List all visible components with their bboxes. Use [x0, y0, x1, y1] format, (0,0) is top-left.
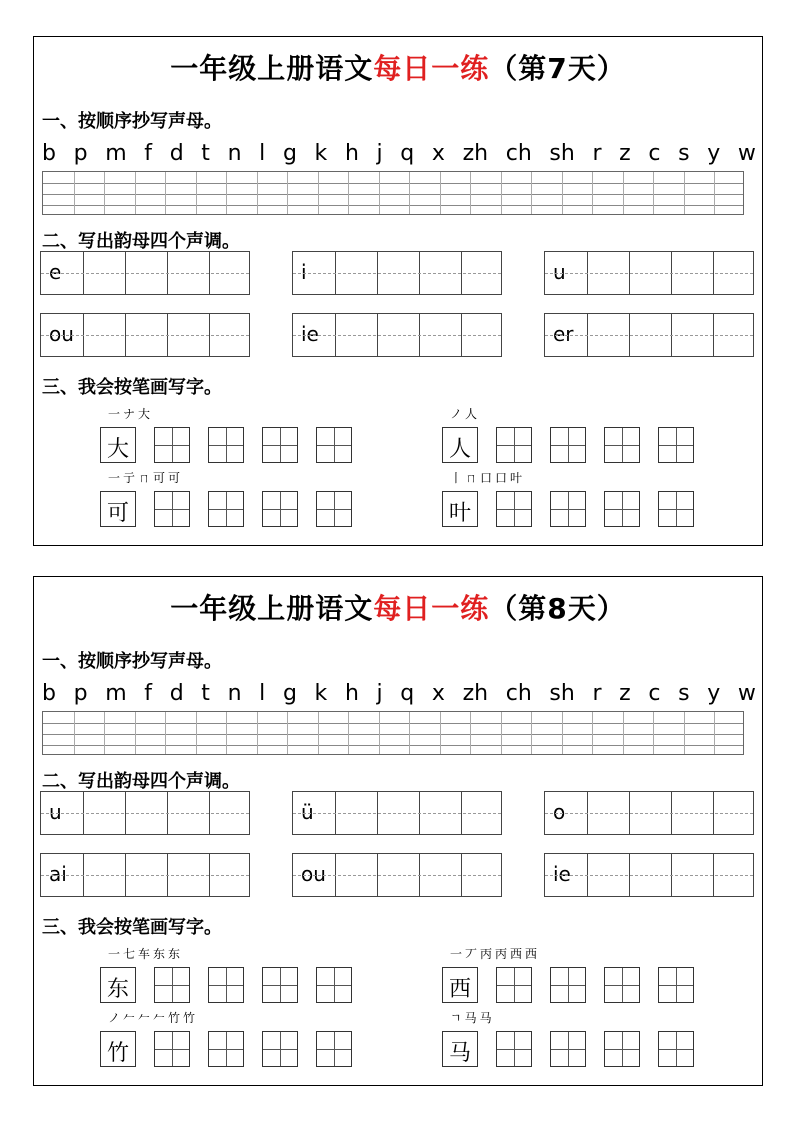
model-character-box — [442, 1031, 478, 1067]
initial-letter: z — [619, 141, 631, 166]
tianzige-practice-box[interactable] — [550, 427, 586, 463]
section-heading-2: 二、写出韵母四个声调。 — [42, 231, 240, 252]
vowel-tone-box[interactable] — [40, 791, 250, 835]
initial-letter: n — [227, 681, 242, 706]
pinyin-practice-grid[interactable] — [42, 171, 744, 215]
grid-column-line — [592, 172, 593, 214]
tianzige-practice-box[interactable] — [658, 967, 694, 1003]
initial-letter: w — [737, 141, 756, 166]
tone-midline — [41, 813, 249, 814]
initial-letter: j — [376, 681, 383, 706]
tianzige-practice-box[interactable] — [604, 1031, 640, 1067]
initial-letter: k — [314, 681, 328, 706]
initial-letter: sh — [549, 681, 575, 706]
initial-letter: g — [282, 681, 297, 706]
stroke-order: 一亍ㄇ可可 — [108, 471, 184, 485]
vowel-tone-box[interactable] — [40, 853, 250, 897]
section-heading-3: 三、我会按笔画写字。 — [42, 917, 222, 938]
vowel-tone-box[interactable] — [544, 853, 754, 897]
initial-letter: f — [144, 681, 153, 706]
model-character: 大 — [106, 437, 129, 462]
initial-letter: l — [259, 141, 266, 166]
worksheet-day8 — [33, 576, 763, 1086]
initial-letter: c — [648, 141, 661, 166]
grid-column-line — [196, 712, 197, 754]
initial-letter: t — [201, 141, 210, 166]
grid-line — [43, 183, 743, 184]
grid-line — [43, 194, 743, 195]
tianzige-practice-box[interactable] — [316, 427, 352, 463]
grid-column-line — [562, 712, 563, 754]
grid-column-line — [196, 172, 197, 214]
section-heading-3: 三、我会按笔画写字。 — [42, 377, 222, 398]
vowel-label: ai — [49, 862, 67, 886]
tianzige-practice-box[interactable] — [496, 1031, 532, 1067]
stroke-order: ノ𠂉𠂉𠂉竹竹 — [108, 1011, 199, 1025]
grid-column-line — [531, 712, 532, 754]
model-character: 叶 — [448, 501, 471, 526]
vowel-label: ie — [301, 322, 319, 346]
vowel-label: ü — [301, 800, 314, 824]
stroke-order: 一丆丙丙西西 — [450, 947, 541, 961]
initial-letter: q — [400, 681, 415, 706]
grid-column-line — [440, 712, 441, 754]
initial-letter: q — [400, 141, 415, 166]
grid-column-line — [74, 712, 75, 754]
grid-column-line — [348, 712, 349, 754]
tone-midline — [545, 335, 753, 336]
grid-column-line — [501, 712, 502, 754]
grid-column-line — [684, 712, 685, 754]
grid-line — [43, 745, 743, 746]
title-day: （第8天） — [489, 592, 626, 625]
vowel-tone-box[interactable] — [40, 313, 250, 357]
section-heading-2: 二、写出韵母四个声调。 — [42, 771, 240, 792]
initial-letter: k — [314, 141, 328, 166]
grid-column-line — [379, 172, 380, 214]
vowel-tone-box[interactable] — [292, 791, 502, 835]
vowel-tone-box[interactable] — [40, 251, 250, 295]
grid-column-line — [135, 172, 136, 214]
model-character: 可 — [106, 501, 129, 526]
tianzige-practice-box[interactable] — [604, 491, 640, 527]
initial-letter: n — [227, 141, 242, 166]
tianzige-practice-box[interactable] — [208, 967, 244, 1003]
pinyin-practice-grid[interactable] — [42, 711, 744, 755]
grid-column-line — [653, 172, 654, 214]
grid-column-line — [592, 712, 593, 754]
tianzige-practice-box[interactable] — [604, 967, 640, 1003]
grid-column-line — [684, 172, 685, 214]
grid-column-line — [501, 172, 502, 214]
title-day: （第7天） — [489, 52, 626, 85]
grid-column-line — [348, 172, 349, 214]
tone-midline — [293, 335, 501, 336]
initial-letter: p — [73, 141, 88, 166]
grid-column-line — [74, 172, 75, 214]
grid-column-line — [226, 172, 227, 214]
tianzige-practice-box[interactable] — [550, 967, 586, 1003]
section-heading-1: 一、按顺序抄写声母。 — [42, 651, 222, 672]
initial-letter: j — [376, 141, 383, 166]
page-title — [34, 587, 762, 627]
tianzige-practice-box[interactable] — [496, 967, 532, 1003]
grid-column-line — [714, 172, 715, 214]
tone-midline — [545, 875, 753, 876]
section-heading-1: 一、按顺序抄写声母。 — [42, 111, 222, 132]
initial-letter: y — [707, 141, 721, 166]
tianzige-practice-box[interactable] — [496, 427, 532, 463]
stroke-order: 一七车东东 — [108, 947, 184, 961]
tone-midline — [545, 813, 753, 814]
model-character-box — [442, 427, 478, 463]
model-character-box — [100, 967, 136, 1003]
tianzige-practice-box[interactable] — [316, 1031, 352, 1067]
tianzige-practice-box[interactable] — [154, 967, 190, 1003]
initial-letter: m — [105, 681, 127, 706]
grid-column-line — [470, 172, 471, 214]
tone-midline — [41, 335, 249, 336]
vowel-tone-box[interactable] — [544, 313, 754, 357]
stroke-order: 丨ㄇ口口叶 — [450, 471, 526, 485]
model-character-box — [100, 1031, 136, 1067]
vowel-tone-box[interactable] — [292, 251, 502, 295]
initial-letter: ch — [505, 141, 532, 166]
initial-letter: x — [431, 141, 445, 166]
initial-letter: h — [344, 681, 359, 706]
page-title — [34, 47, 762, 87]
tone-midline — [545, 273, 753, 274]
tianzige-practice-box[interactable] — [496, 491, 532, 527]
grid-column-line — [409, 172, 410, 214]
grid-column-line — [165, 712, 166, 754]
tianzige-practice-box[interactable] — [604, 427, 640, 463]
grid-column-line — [623, 172, 624, 214]
grid-column-line — [257, 712, 258, 754]
vowel-tone-box[interactable] — [292, 313, 502, 357]
title-highlight: 每日一练 — [373, 592, 490, 625]
initial-letter: r — [592, 681, 602, 706]
grid-column-line — [379, 712, 380, 754]
tianzige-practice-box[interactable] — [262, 491, 298, 527]
tianzige-practice-box[interactable] — [154, 1031, 190, 1067]
vowel-tone-box[interactable] — [544, 251, 754, 295]
grid-column-line — [623, 712, 624, 754]
tianzige-practice-box[interactable] — [550, 1031, 586, 1067]
model-character: 人 — [448, 437, 471, 462]
tone-midline — [41, 273, 249, 274]
model-character-box — [442, 491, 478, 527]
vowel-tone-box[interactable] — [292, 853, 502, 897]
initial-letter: zh — [462, 681, 489, 706]
tianzige-practice-box[interactable] — [658, 1031, 694, 1067]
model-character: 竹 — [106, 1041, 129, 1066]
vowel-label: ou — [49, 322, 74, 346]
initial-letter: sh — [549, 141, 575, 166]
grid-line — [43, 723, 743, 724]
stroke-order: ㄱ马马 — [450, 1011, 495, 1025]
grid-column-line — [104, 712, 105, 754]
tianzige-practice-box[interactable] — [316, 491, 352, 527]
tianzige-practice-box[interactable] — [658, 427, 694, 463]
grid-column-line — [714, 712, 715, 754]
vowel-label: ou — [301, 862, 326, 886]
model-character: 东 — [106, 977, 129, 1002]
initials-row — [42, 681, 756, 706]
initial-letter: f — [144, 141, 153, 166]
initial-letter: b — [42, 681, 56, 706]
grid-column-line — [226, 712, 227, 754]
tianzige-practice-box[interactable] — [316, 967, 352, 1003]
initial-letter: d — [169, 681, 184, 706]
title-highlight: 每日一练 — [373, 52, 490, 85]
grid-column-line — [653, 712, 654, 754]
grid-column-line — [440, 172, 441, 214]
vowel-label: o — [553, 800, 566, 824]
initial-letter: m — [105, 141, 127, 166]
model-character-box — [442, 967, 478, 1003]
initial-letter: d — [169, 141, 184, 166]
model-character-box — [100, 491, 136, 527]
title-prefix: 一年级上册语文 — [170, 52, 374, 85]
stroke-order: ノ人 — [450, 407, 481, 421]
initial-letter: s — [678, 681, 690, 706]
initial-letter: l — [259, 681, 266, 706]
grid-column-line — [135, 712, 136, 754]
vowel-label: u — [49, 800, 62, 824]
initial-letter: r — [592, 141, 602, 166]
model-character: 马 — [448, 1041, 471, 1066]
model-character-box — [100, 427, 136, 463]
initial-letter: w — [737, 681, 756, 706]
vowel-label: er — [553, 322, 574, 346]
tianzige-practice-box[interactable] — [658, 491, 694, 527]
initial-letter: b — [42, 141, 56, 166]
tone-midline — [293, 813, 501, 814]
initials-row — [42, 141, 756, 166]
tone-midline — [293, 875, 501, 876]
grid-column-line — [257, 172, 258, 214]
tianzige-practice-box[interactable] — [208, 1031, 244, 1067]
grid-column-line — [562, 172, 563, 214]
initial-letter: s — [678, 141, 690, 166]
initial-letter: h — [344, 141, 359, 166]
grid-column-line — [318, 712, 319, 754]
tone-midline — [41, 875, 249, 876]
initial-letter: z — [619, 681, 631, 706]
tianzige-practice-box[interactable] — [550, 491, 586, 527]
initial-letter: c — [648, 681, 661, 706]
vowel-label: u — [553, 260, 566, 284]
grid-column-line — [287, 172, 288, 214]
tianzige-practice-box[interactable] — [208, 491, 244, 527]
initial-letter: zh — [462, 141, 489, 166]
grid-column-line — [531, 172, 532, 214]
grid-line — [43, 205, 743, 206]
grid-column-line — [409, 712, 410, 754]
initial-letter: g — [282, 141, 297, 166]
tianzige-practice-box[interactable] — [262, 967, 298, 1003]
tianzige-practice-box[interactable] — [154, 491, 190, 527]
grid-column-line — [470, 712, 471, 754]
tianzige-practice-box[interactable] — [262, 427, 298, 463]
initial-letter: y — [707, 681, 721, 706]
title-prefix: 一年级上册语文 — [170, 592, 374, 625]
grid-line — [43, 734, 743, 735]
stroke-order: 一ナ大 — [108, 407, 154, 421]
initial-letter: t — [201, 681, 210, 706]
vowel-label: i — [301, 260, 307, 284]
tone-midline — [293, 273, 501, 274]
grid-column-line — [104, 172, 105, 214]
vowel-tone-box[interactable] — [544, 791, 754, 835]
grid-column-line — [287, 712, 288, 754]
initial-letter: x — [431, 681, 445, 706]
model-character: 西 — [448, 977, 471, 1002]
tianzige-practice-box[interactable] — [208, 427, 244, 463]
vowel-label: ie — [553, 862, 571, 886]
tianzige-practice-box[interactable] — [154, 427, 190, 463]
initial-letter: p — [73, 681, 88, 706]
grid-column-line — [318, 172, 319, 214]
worksheet-day7 — [33, 36, 763, 546]
vowel-label: e — [49, 260, 62, 284]
initial-letter: ch — [505, 681, 532, 706]
tianzige-practice-box[interactable] — [262, 1031, 298, 1067]
grid-column-line — [165, 172, 166, 214]
